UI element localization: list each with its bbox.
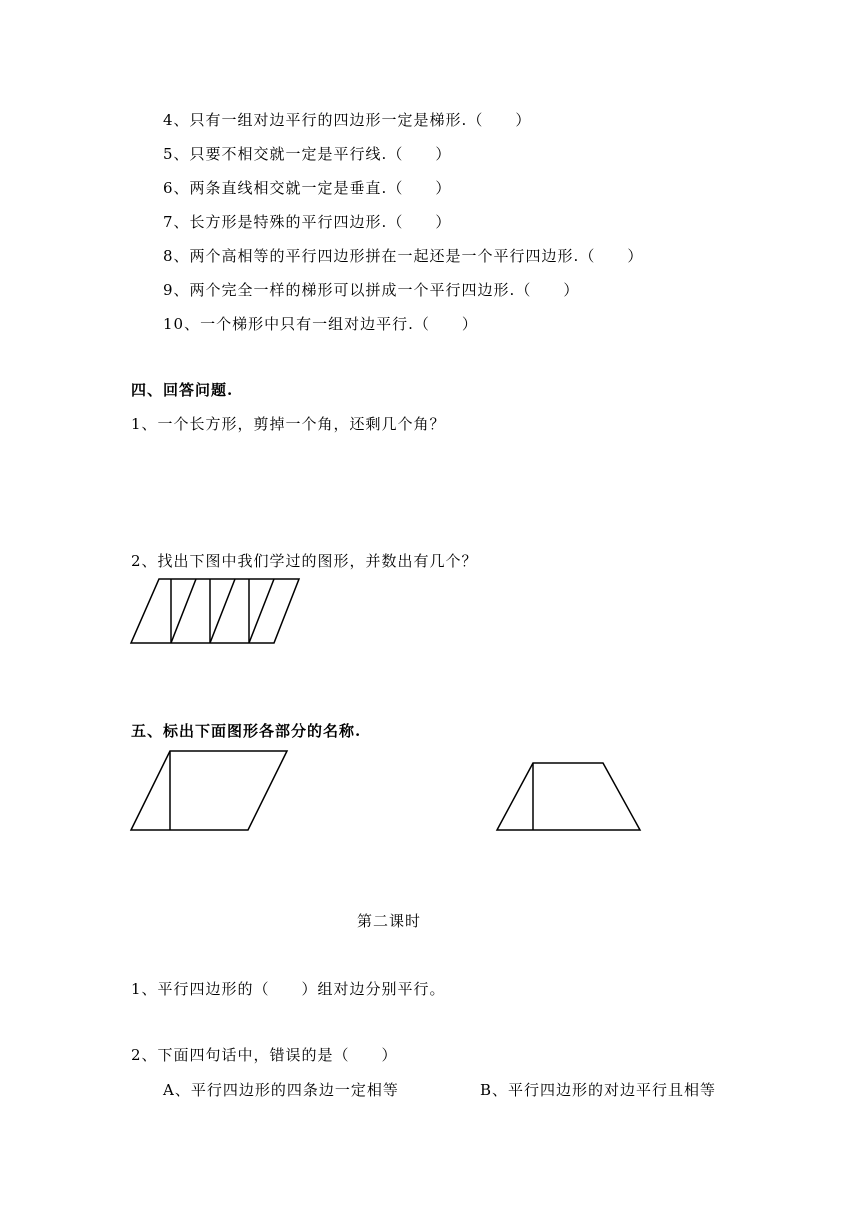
trapezoid-with-height (497, 763, 640, 830)
lesson-2-question-1: 1、平行四边形的（ ）组对边分别平行。 (131, 980, 446, 998)
diagonal-divider (171, 579, 196, 643)
option-a: A、平行四边形的四条边一定相等 (163, 1081, 399, 1099)
option-b: B、平行四边形的对边平行且相等 (480, 1081, 717, 1099)
parallelogram-with-height (131, 751, 287, 830)
lesson-2-title: 第二课时 (357, 912, 422, 930)
judgement-item-6: 6、两条直线相交就一定是垂直.（ ） (163, 179, 452, 197)
section-4-question-1: 1、一个长方形，剪掉一个角，还剩几个角？ (131, 415, 446, 433)
judgement-item-8: 8、两个高相等的平行四边形拼在一起还是一个平行四边形.（ ） (163, 247, 644, 265)
section-4-heading: 四、回答问题. (131, 381, 234, 399)
judgement-item-4: 4、只有一组对边平行的四边形一定是梯形.（ ） (163, 111, 532, 129)
judgement-item-7: 7、长方形是特殊的平行四边形.（ ） (163, 213, 452, 231)
diagonal-divider (210, 579, 235, 643)
diagonal-divider (249, 579, 274, 643)
judgement-item-9: 9、两个完全一样的梯形可以拼成一个平行四边形.（ ） (163, 281, 580, 299)
parallelogram-outline (131, 579, 299, 643)
section-5-heading: 五、标出下面图形各部分的名称. (131, 722, 362, 740)
section-4-question-2: 2、找出下图中我们学过的图形，并数出有几个？ (131, 552, 478, 570)
lesson-2-question-2: 2、下面四句话中，错误的是（ ） (131, 1046, 398, 1064)
judgement-item-10: 10、一个梯形中只有一组对边平行.（ ） (163, 315, 478, 333)
judgement-item-5: 5、只要不相交就一定是平行线.（ ） (163, 145, 452, 163)
